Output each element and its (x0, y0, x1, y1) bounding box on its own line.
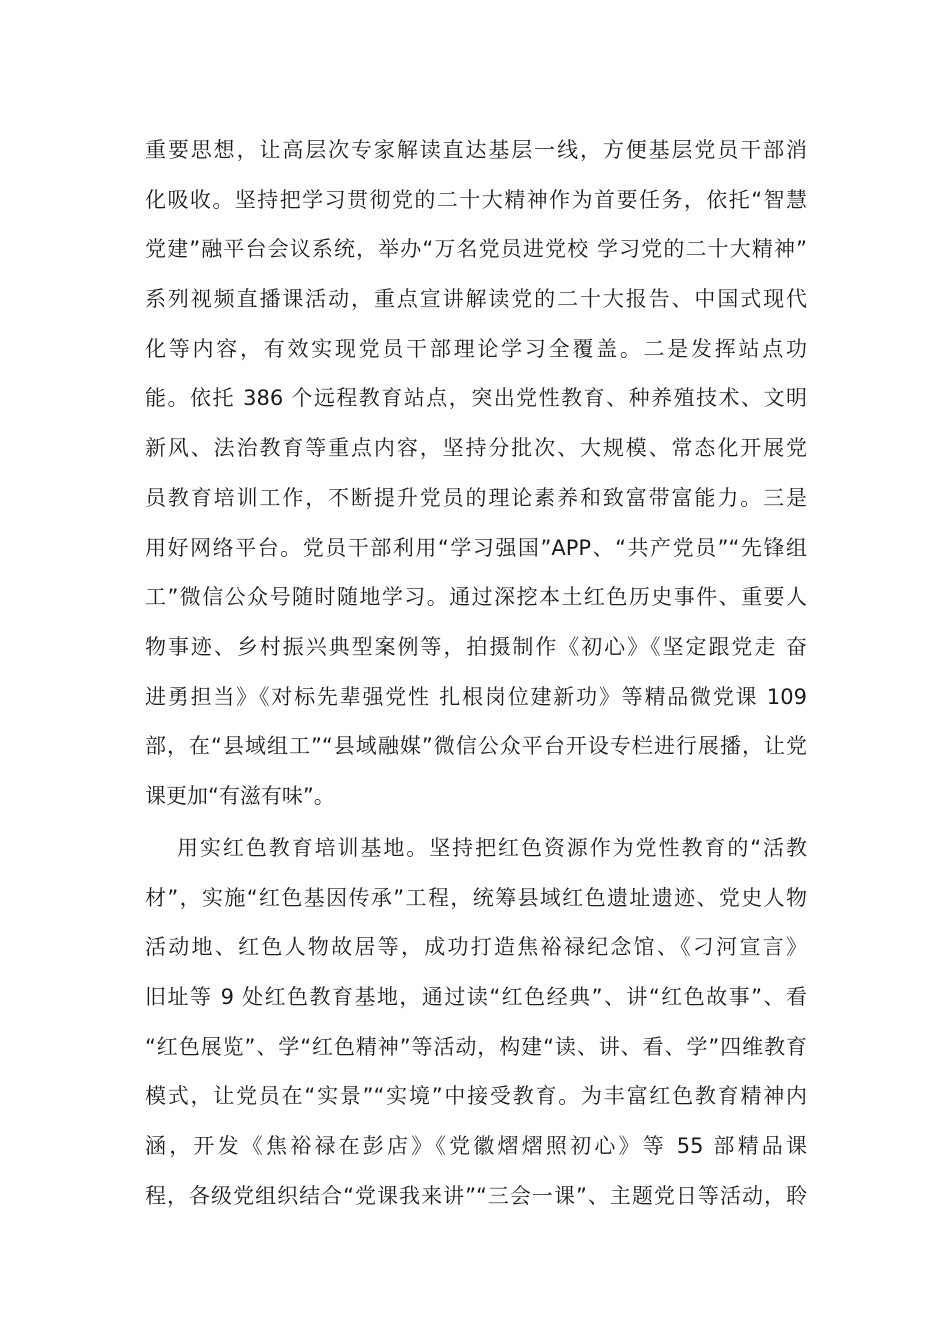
text-line: 用实红色教育培训基地。坚持把红色资源作为党性教育的“活教 (177, 836, 807, 860)
text-line: 新风、法治教育等重点内容，坚持分批次、大规模、常态化开展党 (145, 436, 807, 461)
text-line: 系列视频直播课活动，重点宣讲解读党的二十大报告、中国式现代 (145, 287, 807, 312)
text-line: 党建”融平台会议系统，举办“万名党员进党校 学习党的二十大精神” (145, 237, 807, 262)
text-line: 物事迹、乡村振兴典型案例等，拍摄制作《初心》《坚定跟党走 奋 (145, 634, 807, 659)
text-line: 部，在“县域组工”“县域融媒”微信公众平台开设专栏进行展播，让党 (145, 734, 807, 759)
text-line: 旧址等 9 处红色教育基地，通过读“红色经典”、讲“红色故事”、看 (145, 985, 807, 1010)
text-line: 进勇担当》《对标先辈强党性 扎根岗位建新功》等精品微党课 109 (145, 684, 807, 709)
text-line: 化等内容，有效实现党员干部理论学习全覆盖。二是发挥站点功 (145, 336, 807, 361)
paragraph-1 (145, 126, 807, 822)
text-line: 材”，实施“红色基因传承”工程，统筹县域红色遗址遗迹、党史人物 (145, 885, 807, 910)
text-line: 课更加“有滋有味”。 (145, 783, 335, 808)
text-line: “红色展览”、学“红色精神”等活动，构建“读、讲、看、学”四维教育 (145, 1034, 807, 1059)
text-line: 活动地、红色人物故居等，成功打造焦裕禄纪念馆、《刁河宣言》 (145, 935, 807, 960)
text-line: 员教育培训工作，不断提升党员的理论素养和致富带富能力。三是 (145, 485, 807, 510)
text-line: 重要思想，让高层次专家解读直达基层一线，方便基层党员干部消 (145, 138, 807, 162)
text-line: 能。依托 386 个远程教育站点，突出党性教育、种养殖技术、文明 (145, 386, 807, 411)
text-line: 用好网络平台。党员干部利用“学习强国”APP、“共产党员”“先锋组 (145, 535, 807, 560)
text-line: 工”微信公众号随时随地学习。通过深挖本土红色历史事件、重要人 (145, 585, 807, 610)
text-line: 涵，开发《焦裕禄在彭店》《党徽熠熠照初心》等 55 部精品课 (145, 1134, 807, 1159)
text-line: 化吸收。坚持把学习贯彻党的二十大精神作为首要任务，依托“智慧 (145, 187, 807, 212)
text-line: 程，各级党组织结合“党课我来讲”“三会一课”、主题党日等活动，聆 (145, 1183, 807, 1208)
text-line: 模式，让党员在“实景”“实境”中接受教育。为丰富红色教育精神内 (145, 1084, 807, 1109)
paragraph-2 (145, 824, 807, 1222)
